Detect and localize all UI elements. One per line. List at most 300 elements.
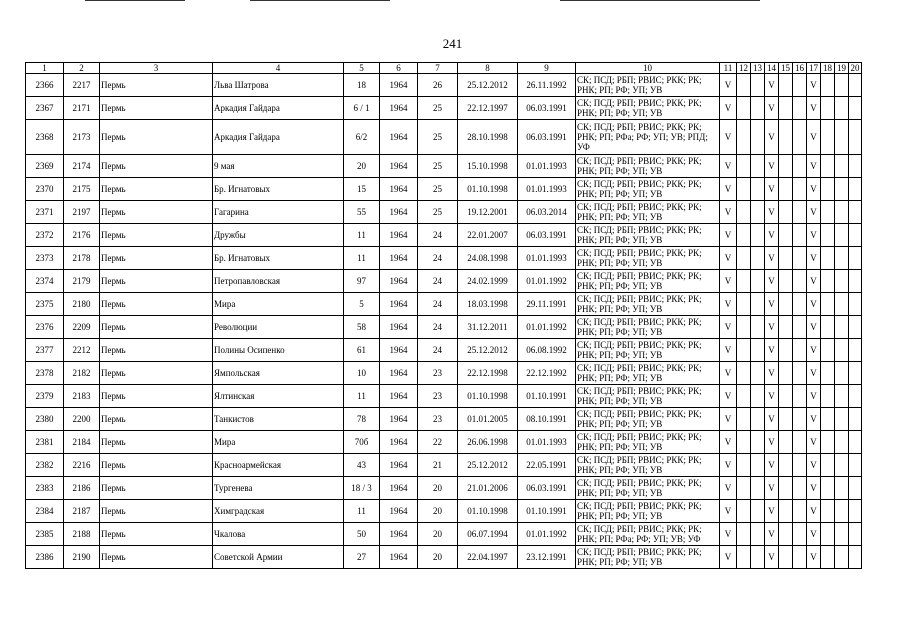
wear-cell: 23 — [418, 408, 458, 431]
date1-cell: 24.02.1999 — [458, 270, 518, 293]
mark-cell-17: V — [807, 431, 821, 454]
wear-cell: 24 — [418, 224, 458, 247]
mark-cell-11: V — [720, 385, 737, 408]
mark-cell-17: V — [807, 339, 821, 362]
street-cell: Тургенева — [213, 477, 344, 500]
mark-cell-19 — [835, 120, 849, 155]
mark-cell-20 — [849, 500, 862, 523]
year-cell: 1964 — [380, 546, 418, 569]
date2-cell: 01.01.1992 — [518, 523, 576, 546]
date1-cell: 28.10.1998 — [458, 120, 518, 155]
mark-cell-17: V — [807, 224, 821, 247]
mark-cell-19 — [835, 97, 849, 120]
mark-cell-12 — [737, 477, 751, 500]
mark-cell-20 — [849, 293, 862, 316]
table-row — [26, 477, 862, 500]
city-cell: Пермь — [100, 316, 213, 339]
codes-cell: СК; ПСД; РБП; РВИС; РКК; РК; РНК; РП; РФ; УП; УВ — [576, 339, 720, 362]
table-row — [26, 293, 862, 316]
mark-cell-20 — [849, 431, 862, 454]
house-cell: 15 — [344, 178, 380, 201]
city-cell: Пермь — [100, 97, 213, 120]
date2-cell: 06.08.1992 — [518, 339, 576, 362]
mark-cell-16 — [793, 431, 807, 454]
street-cell: Красноармейская — [213, 454, 344, 477]
date1-cell: 22.01.2007 — [458, 224, 518, 247]
mark-cell-15 — [779, 431, 793, 454]
mark-cell-19 — [835, 385, 849, 408]
building-id: 2200 — [64, 408, 100, 431]
mark-cell-18 — [821, 74, 835, 97]
mark-cell-13 — [751, 454, 765, 477]
wear-cell: 25 — [418, 120, 458, 155]
city-cell: Пермь — [100, 477, 213, 500]
mark-cell-13 — [751, 431, 765, 454]
mark-cell-16 — [793, 224, 807, 247]
wear-cell: 20 — [418, 523, 458, 546]
mark-cell-20 — [849, 523, 862, 546]
mark-cell-14: V — [765, 224, 779, 247]
city-cell: Пермь — [100, 546, 213, 569]
column-header-5: 5 — [344, 63, 380, 74]
table-row — [26, 431, 862, 454]
date2-cell: 26.11.1992 — [518, 74, 576, 97]
date2-cell: 01.01.1993 — [518, 178, 576, 201]
codes-cell: СК; ПСД; РБП; РВИС; РКК; РК; РНК; РП; РФ; УП; УВ — [576, 201, 720, 224]
year-cell: 1964 — [380, 293, 418, 316]
mark-cell-19 — [835, 500, 849, 523]
year-cell: 1964 — [380, 431, 418, 454]
mark-cell-17: V — [807, 546, 821, 569]
mark-cell-20 — [849, 316, 862, 339]
house-cell: 58 — [344, 316, 380, 339]
mark-cell-19 — [835, 74, 849, 97]
mark-cell-15 — [779, 201, 793, 224]
date1-cell: 15.10.1998 — [458, 155, 518, 178]
table-row — [26, 523, 862, 546]
street-cell: Дружбы — [213, 224, 344, 247]
mark-cell-19 — [835, 224, 849, 247]
column-header-11: 11 — [720, 63, 737, 74]
row-number: 2373 — [26, 247, 64, 270]
mark-cell-13 — [751, 385, 765, 408]
mark-cell-13 — [751, 316, 765, 339]
column-header-2: 2 — [64, 63, 100, 74]
year-cell: 1964 — [380, 339, 418, 362]
mark-cell-13 — [751, 201, 765, 224]
mark-cell-16 — [793, 362, 807, 385]
wear-cell: 25 — [418, 201, 458, 224]
mark-cell-17: V — [807, 293, 821, 316]
mark-cell-17: V — [807, 316, 821, 339]
codes-cell: СК; ПСД; РБП; РВИС; РКК; РК; РНК; РП; РФ; УП; УВ — [576, 247, 720, 270]
mark-cell-14: V — [765, 270, 779, 293]
mark-cell-15 — [779, 293, 793, 316]
mark-cell-14: V — [765, 120, 779, 155]
mark-cell-16 — [793, 546, 807, 569]
date2-cell: 23.12.1991 — [518, 546, 576, 569]
date2-cell: 08.10.1991 — [518, 408, 576, 431]
year-cell: 1964 — [380, 408, 418, 431]
house-cell: 61 — [344, 339, 380, 362]
table-row — [26, 500, 862, 523]
house-cell: 11 — [344, 247, 380, 270]
street-cell: Бр. Игнатовых — [213, 247, 344, 270]
table-row — [26, 178, 862, 201]
mark-cell-15 — [779, 362, 793, 385]
mark-cell-17: V — [807, 120, 821, 155]
mark-cell-17: V — [807, 362, 821, 385]
date1-cell: 26.06.1998 — [458, 431, 518, 454]
column-header-14: 14 — [765, 63, 779, 74]
column-header-1: 1 — [26, 63, 64, 74]
mark-cell-13 — [751, 293, 765, 316]
mark-cell-13 — [751, 178, 765, 201]
mark-cell-16 — [793, 339, 807, 362]
wear-cell: 24 — [418, 247, 458, 270]
mark-cell-17: V — [807, 385, 821, 408]
mark-cell-16 — [793, 74, 807, 97]
table-row — [26, 339, 862, 362]
mark-cell-16 — [793, 385, 807, 408]
mark-cell-16 — [793, 120, 807, 155]
mark-cell-12 — [737, 178, 751, 201]
mark-cell-12 — [737, 270, 751, 293]
mark-cell-15 — [779, 155, 793, 178]
mark-cell-15 — [779, 224, 793, 247]
mark-cell-11: V — [720, 155, 737, 178]
city-cell: Пермь — [100, 408, 213, 431]
mark-cell-11: V — [720, 477, 737, 500]
wear-cell: 25 — [418, 97, 458, 120]
wear-cell: 23 — [418, 362, 458, 385]
city-cell: Пермь — [100, 74, 213, 97]
mark-cell-19 — [835, 546, 849, 569]
mark-cell-12 — [737, 224, 751, 247]
date1-cell: 25.12.2012 — [458, 339, 518, 362]
row-number: 2370 — [26, 178, 64, 201]
house-cell: 18 / 3 — [344, 477, 380, 500]
date1-cell: 01.01.2005 — [458, 408, 518, 431]
codes-cell: СК; ПСД; РБП; РВИС; РКК; РК; РНК; РП; РФ; УП; УВ — [576, 546, 720, 569]
mark-cell-15 — [779, 316, 793, 339]
mark-cell-11: V — [720, 178, 737, 201]
mark-cell-15 — [779, 385, 793, 408]
mark-cell-16 — [793, 500, 807, 523]
mark-cell-11: V — [720, 546, 737, 569]
mark-cell-11: V — [720, 316, 737, 339]
mark-cell-11: V — [720, 97, 737, 120]
city-cell: Пермь — [100, 155, 213, 178]
date2-cell: 01.01.1992 — [518, 316, 576, 339]
mark-cell-12 — [737, 362, 751, 385]
row-number: 2371 — [26, 201, 64, 224]
building-id: 2209 — [64, 316, 100, 339]
mark-cell-18 — [821, 155, 835, 178]
table-body — [26, 74, 862, 569]
building-id: 2190 — [64, 546, 100, 569]
mark-cell-12 — [737, 293, 751, 316]
mark-cell-12 — [737, 431, 751, 454]
house-cell: 97 — [344, 270, 380, 293]
mark-cell-11: V — [720, 201, 737, 224]
wear-cell: 20 — [418, 546, 458, 569]
mark-cell-15 — [779, 500, 793, 523]
building-id: 2216 — [64, 454, 100, 477]
street-cell: Петропавловская — [213, 270, 344, 293]
year-cell: 1964 — [380, 224, 418, 247]
mark-cell-19 — [835, 270, 849, 293]
column-header-3: 3 — [100, 63, 213, 74]
codes-cell: СК; ПСД; РБП; РВИС; РКК; РК; РНК; РП; РФ; УП; УВ — [576, 270, 720, 293]
date2-cell: 06.03.1991 — [518, 224, 576, 247]
mark-cell-15 — [779, 247, 793, 270]
table-row — [26, 120, 862, 155]
mark-cell-18 — [821, 362, 835, 385]
mark-cell-18 — [821, 247, 835, 270]
mark-cell-18 — [821, 431, 835, 454]
mark-cell-16 — [793, 155, 807, 178]
house-cell: 5 — [344, 293, 380, 316]
mark-cell-12 — [737, 523, 751, 546]
house-cell: 11 — [344, 385, 380, 408]
mark-cell-14: V — [765, 155, 779, 178]
table-row — [26, 316, 862, 339]
building-id: 2178 — [64, 247, 100, 270]
mark-cell-11: V — [720, 408, 737, 431]
house-cell: 6/2 — [344, 120, 380, 155]
codes-cell: СК; ПСД; РБП; РВИС; РКК; РК; РНК; РП; РФ; УП; УВ — [576, 74, 720, 97]
mark-cell-14: V — [765, 523, 779, 546]
mark-cell-13 — [751, 546, 765, 569]
row-number: 2367 — [26, 97, 64, 120]
codes-cell: СК; ПСД; РБП; РВИС; РКК; РК; РНК; РП; РФ; УП; УВ — [576, 316, 720, 339]
city-cell: Пермь — [100, 178, 213, 201]
mark-cell-17: V — [807, 477, 821, 500]
mark-cell-15 — [779, 454, 793, 477]
city-cell: Пермь — [100, 431, 213, 454]
page-number: 241 — [442, 36, 463, 51]
codes-cell: СК; ПСД; РБП; РВИС; РКК; РК; РНК; РП; РФ; УП; УВ — [576, 293, 720, 316]
mark-cell-17: V — [807, 178, 821, 201]
mark-cell-20 — [849, 247, 862, 270]
building-id: 2187 — [64, 500, 100, 523]
codes-cell: СК; ПСД; РБП; РВИС; РКК; РК; РНК; РП; РФ; УП; УВ — [576, 224, 720, 247]
mark-cell-13 — [751, 270, 765, 293]
mark-cell-18 — [821, 454, 835, 477]
table-row — [26, 454, 862, 477]
wear-cell: 26 — [418, 74, 458, 97]
mark-cell-15 — [779, 178, 793, 201]
city-cell: Пермь — [100, 247, 213, 270]
street-cell: Льва Шатрова — [213, 74, 344, 97]
year-cell: 1964 — [380, 362, 418, 385]
mark-cell-11: V — [720, 74, 737, 97]
mark-cell-16 — [793, 178, 807, 201]
mark-cell-20 — [849, 201, 862, 224]
column-header-10: 10 — [576, 63, 720, 74]
date1-cell: 31.12.2011 — [458, 316, 518, 339]
mark-cell-13 — [751, 120, 765, 155]
date1-cell: 22.04.1997 — [458, 546, 518, 569]
mark-cell-20 — [849, 120, 862, 155]
year-cell: 1964 — [380, 247, 418, 270]
mark-cell-19 — [835, 247, 849, 270]
street-cell: Мира — [213, 293, 344, 316]
street-cell: Советской Армии — [213, 546, 344, 569]
column-header-4: 4 — [213, 63, 344, 74]
street-cell: Бр. Игнатовых — [213, 178, 344, 201]
mark-cell-17: V — [807, 247, 821, 270]
mark-cell-11: V — [720, 339, 737, 362]
table-row — [26, 385, 862, 408]
mark-cell-12 — [737, 454, 751, 477]
mark-cell-17: V — [807, 74, 821, 97]
mark-cell-12 — [737, 97, 751, 120]
row-number: 2372 — [26, 224, 64, 247]
header-row — [26, 63, 862, 74]
mark-cell-19 — [835, 201, 849, 224]
mark-cell-13 — [751, 74, 765, 97]
column-header-13: 13 — [751, 63, 765, 74]
street-cell: Аркадия Гайдара — [213, 120, 344, 155]
mark-cell-18 — [821, 178, 835, 201]
mark-cell-13 — [751, 523, 765, 546]
mark-cell-16 — [793, 270, 807, 293]
city-cell: Пермь — [100, 339, 213, 362]
mark-cell-11: V — [720, 293, 737, 316]
column-header-19: 19 — [835, 63, 849, 74]
mark-cell-18 — [821, 293, 835, 316]
mark-cell-16 — [793, 293, 807, 316]
mark-cell-19 — [835, 454, 849, 477]
mark-cell-18 — [821, 97, 835, 120]
building-id: 2171 — [64, 97, 100, 120]
city-cell: Пермь — [100, 120, 213, 155]
mark-cell-11: V — [720, 270, 737, 293]
row-number: 2368 — [26, 120, 64, 155]
street-cell: Химградская — [213, 500, 344, 523]
mark-cell-18 — [821, 408, 835, 431]
mark-cell-12 — [737, 155, 751, 178]
mark-cell-20 — [849, 408, 862, 431]
date2-cell: 22.05.1991 — [518, 454, 576, 477]
house-cell: 27 — [344, 546, 380, 569]
mark-cell-20 — [849, 155, 862, 178]
mark-cell-19 — [835, 155, 849, 178]
date2-cell: 01.01.1993 — [518, 247, 576, 270]
house-cell: 20 — [344, 155, 380, 178]
mark-cell-14: V — [765, 339, 779, 362]
mark-cell-19 — [835, 523, 849, 546]
building-id: 2212 — [64, 339, 100, 362]
mark-cell-14: V — [765, 74, 779, 97]
mark-cell-16 — [793, 97, 807, 120]
street-cell: 9 мая — [213, 155, 344, 178]
codes-cell: СК; ПСД; РБП; РВИС; РКК; РК; РНК; РП; РФ; УП; УВ — [576, 385, 720, 408]
mark-cell-11: V — [720, 247, 737, 270]
mark-cell-11: V — [720, 523, 737, 546]
year-cell: 1964 — [380, 477, 418, 500]
codes-cell: СК; ПСД; РБП; РВИС; РКК; РК; РНК; РП; РФ; УП; УВ — [576, 97, 720, 120]
wear-cell: 22 — [418, 431, 458, 454]
mark-cell-17: V — [807, 155, 821, 178]
mark-cell-20 — [849, 546, 862, 569]
mark-cell-18 — [821, 224, 835, 247]
city-cell: Пермь — [100, 362, 213, 385]
street-cell: Мира — [213, 431, 344, 454]
street-cell: Танкистов — [213, 408, 344, 431]
wear-cell: 24 — [418, 339, 458, 362]
mark-cell-16 — [793, 477, 807, 500]
house-cell: 50 — [344, 523, 380, 546]
mark-cell-14: V — [765, 316, 779, 339]
street-cell: Гагарина — [213, 201, 344, 224]
date1-cell: 18.03.1998 — [458, 293, 518, 316]
mark-cell-15 — [779, 477, 793, 500]
mark-cell-18 — [821, 339, 835, 362]
column-header-8: 8 — [458, 63, 518, 74]
mark-cell-11: V — [720, 500, 737, 523]
mark-cell-20 — [849, 224, 862, 247]
table-row — [26, 201, 862, 224]
column-header-18: 18 — [821, 63, 835, 74]
house-cell: 70б — [344, 431, 380, 454]
city-cell: Пермь — [100, 454, 213, 477]
mark-cell-13 — [751, 155, 765, 178]
street-cell: Ялтинская — [213, 385, 344, 408]
mark-cell-17: V — [807, 270, 821, 293]
mark-cell-16 — [793, 408, 807, 431]
wear-cell: 25 — [418, 155, 458, 178]
year-cell: 1964 — [380, 178, 418, 201]
mark-cell-19 — [835, 293, 849, 316]
year-cell: 1964 — [380, 316, 418, 339]
mark-cell-13 — [751, 247, 765, 270]
mark-cell-14: V — [765, 178, 779, 201]
date2-cell: 29.11.1991 — [518, 293, 576, 316]
row-number: 2385 — [26, 523, 64, 546]
date1-cell: 19.12.2001 — [458, 201, 518, 224]
row-number: 2366 — [26, 74, 64, 97]
house-cell: 78 — [344, 408, 380, 431]
row-number: 2369 — [26, 155, 64, 178]
table-row — [26, 155, 862, 178]
mark-cell-20 — [849, 97, 862, 120]
mark-cell-19 — [835, 408, 849, 431]
mark-cell-12 — [737, 546, 751, 569]
building-id: 2184 — [64, 431, 100, 454]
mark-cell-13 — [751, 224, 765, 247]
mark-cell-17: V — [807, 97, 821, 120]
mark-cell-18 — [821, 500, 835, 523]
date2-cell: 06.03.1991 — [518, 97, 576, 120]
mark-cell-17: V — [807, 201, 821, 224]
mark-cell-20 — [849, 74, 862, 97]
mark-cell-11: V — [720, 454, 737, 477]
mark-cell-20 — [849, 454, 862, 477]
date1-cell: 21.01.2006 — [458, 477, 518, 500]
building-id: 2186 — [64, 477, 100, 500]
row-number: 2375 — [26, 293, 64, 316]
date1-cell: 01.10.1998 — [458, 178, 518, 201]
building-id: 2188 — [64, 523, 100, 546]
street-cell: Чкалова — [213, 523, 344, 546]
mark-cell-11: V — [720, 362, 737, 385]
mark-cell-18 — [821, 120, 835, 155]
mark-cell-14: V — [765, 431, 779, 454]
mark-cell-19 — [835, 477, 849, 500]
